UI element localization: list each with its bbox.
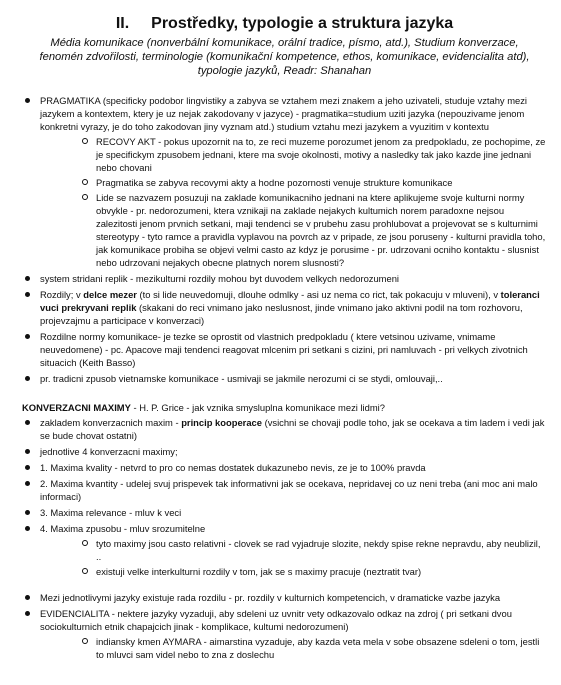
rozdily-text-c: (to si lide neuvedomuji, dlouhe odmlky - asi uz nema co rict, tak pokacuju v mluveni), v <box>136 289 501 300</box>
sub-item-interkulturni: existuji velke interkulturni rozdily v tom, jak se s maximy pracuje (neztratit tvar) <box>40 565 547 578</box>
rozdily-bold-delce: delce mezer <box>83 289 137 300</box>
list-item-pragmatika <box>22 94 547 269</box>
maxims-sublist <box>40 537 547 578</box>
sub-item-recovy-akt: RECOVY AKT - pokus upozornit na to, ze reci muzeme porozumet jenom za predpokladu, ze pochopime, ze je specifickym zpusobem jednani, ktere ma svoje okolnosti, motivy a nasledky tak jako kazde jine jednani nebo chovani <box>40 135 547 174</box>
maxims-heading-bold: KONVERZACNI MAXIMY <box>22 402 131 413</box>
evidencialita-sublist <box>40 635 547 661</box>
list-item-stridani: system stridani replik - mezikulturni rozdily mohou byt duvodem velkych nedorozumeni <box>22 272 547 285</box>
page-title <box>22 14 547 34</box>
title-text: Prostředky, typologie a struktura jazyka <box>151 15 454 32</box>
rozdily-text-a: Rozdily; v <box>40 289 84 300</box>
zakladem-text-a: zakladem konverzacnich maxim - <box>40 417 182 428</box>
sub-item-kulturni-normy: Lide se nazvazem posuzuji na zaklade komunikacniho jednani na ktere aplikujeme svoje kulturni normy obvykle - pr. nedorozumeni, ktera vznikaji na zaklade nejakych kultumich norem paradoxne nejsou zalezitosti jenom prvnich setkani, maji tendenci se v prubehu zasu prohlubovat a projevovat se s kulturnimi stereotypy - tyto ramce a pravidla vyplavou na povrch az v pripade, ze jsou poruseny - kulturni pravidla toho, jak komunikace probiha se objevi velmi casto az kdyz je porusime - pr. udrzovani ocniho kontaktu - slusnist nebo udrzovani nejakych obecne platnych norem slusnosti? <box>40 191 547 269</box>
list-item-rozdilne-normy: Rozdilne normy komunikace- je tezke se oprostit od vlastnich predpokladu ( ktere vetsinou uzivame, vnimame neuvedomene) - pc. Apacove maji tendenci reagovat mlcenim pri setkani s cizini, pri namluvach - pri velkych zivotnich situacich (Keith Basso) <box>22 330 547 369</box>
rozdily-bold-tolerance: toleranci vuci prekryvani replik <box>40 289 540 313</box>
pragmatika-text: PRAGMATIKA (specificky podobor lingvistiky a zabyva se vztahem mezi znakem a jeho uzivateli, studuje vztahy mezi jazykem a kontextem, ktery je uz nejak zakodovany v jazyce) - pragmatika=studium uziti jazyka (nepouzivame jenom konkretni vyrazy, je do toho zakodovan jiny vyznam atd.) studium vztahu mezi jazykem a vyuzitim v kontextu <box>40 95 528 132</box>
sub-item-relativni: tyto maximy jsou casto relativni - clovek se rad vyjadruje slozite, nekdy spise rekne nepravdu, aby neublizil, .. <box>40 537 547 563</box>
maxima-zpusobu-text: 4. Maxima zpusobu - mluv srozumitelne <box>40 523 206 534</box>
rozdily-text-e: (skakani do reci vnimano jako neslusnost, jinde vnimano jako aktivni podil na tom rozhovoru, projevzajmu a participace v konverzaci) <box>40 302 523 326</box>
sub-item-recove-akty: Pragmatika se zabyva recovymi akty a hodne pozornosti venuje strukture komunikace <box>40 176 547 189</box>
maxims-section <box>22 401 547 578</box>
subtitle: Média komunikace (nonverbální komunikace, orální tradice, písmo, atd.), Studium konverzace, fenomén zdvořilosti, terminologie (komunikační kompetence, ethos, komunikace, evidencialita atd), typologie jazyků, Readr: Shanahan <box>39 37 530 77</box>
list-item-tradicni: pr. tradicni zpusob vietnamske komunikace - usmivaji se jakmile nerozumi ci se stydi, omlouvaji,.. <box>22 372 547 385</box>
pragmatics-list <box>22 94 547 385</box>
title-number: II. <box>115 15 130 32</box>
pragmatika-sublist <box>40 135 547 269</box>
list-item-maxims-intro: jednotlive 4 konverzacni maximy; <box>22 445 547 458</box>
maxims-heading <box>22 401 547 414</box>
list-item-maxima-zpusobu <box>22 522 547 578</box>
zakladem-text-c: (vsichni se chovaji podle toho, jak se ocekava a tim ladem i vedi jak se bude chovat ostatni) <box>40 417 545 441</box>
zakladem-bold: princip kooperace <box>181 417 262 428</box>
list-item-rozdily <box>22 288 547 327</box>
list-item-maxima-relevance: 3. Maxima relevance - mluv k veci <box>22 506 547 519</box>
sub-item-aymara: indiansky kmen AYMARA - aimarstina vyzaduje, aby kazda veta mela v sobe obsazene sdeleni o tom, jestli to mluvci sam videl nebo to zna z doslechu <box>40 635 547 661</box>
list-item-zakladem <box>22 416 547 442</box>
maxims-list <box>22 416 547 578</box>
list-item-mezi-jazyky: Mezi jednotlivymi jazyky existuje rada rozdilu - pr. rozdily v kulturnich kompetencich, v dramaticke vazbe jazyka <box>22 591 547 604</box>
evidentiality-list <box>22 591 547 661</box>
list-item-maxima-kvantity: 2. Maxima kvantity - udelej svuj prispevek tak informativni jak se ocekava, nepridavej co uz neni treba (ani moc ani malo informaci) <box>22 477 547 503</box>
list-item-evidencialita <box>22 607 547 661</box>
maxims-heading-rest: - H. P. Grice - jak vznika smysluplna komunikace mezi lidmi? <box>130 402 385 413</box>
list-item-maxima-kvality: 1. Maxima kvality - netvrd to pro co nemas dostatek dukazunebo nevis, ze je to 100% pravda <box>22 461 547 474</box>
evidencialita-text: EVIDENCIALITA - nektere jazyky vyzaduji, aby sdeleni uz uvnitr vety odkazovalo odkaz na zdroj ( pri setkani dvou sociokulturnich etnik chapajcich jinak - komplikace, kultumi nedorozumeni) <box>40 608 512 632</box>
